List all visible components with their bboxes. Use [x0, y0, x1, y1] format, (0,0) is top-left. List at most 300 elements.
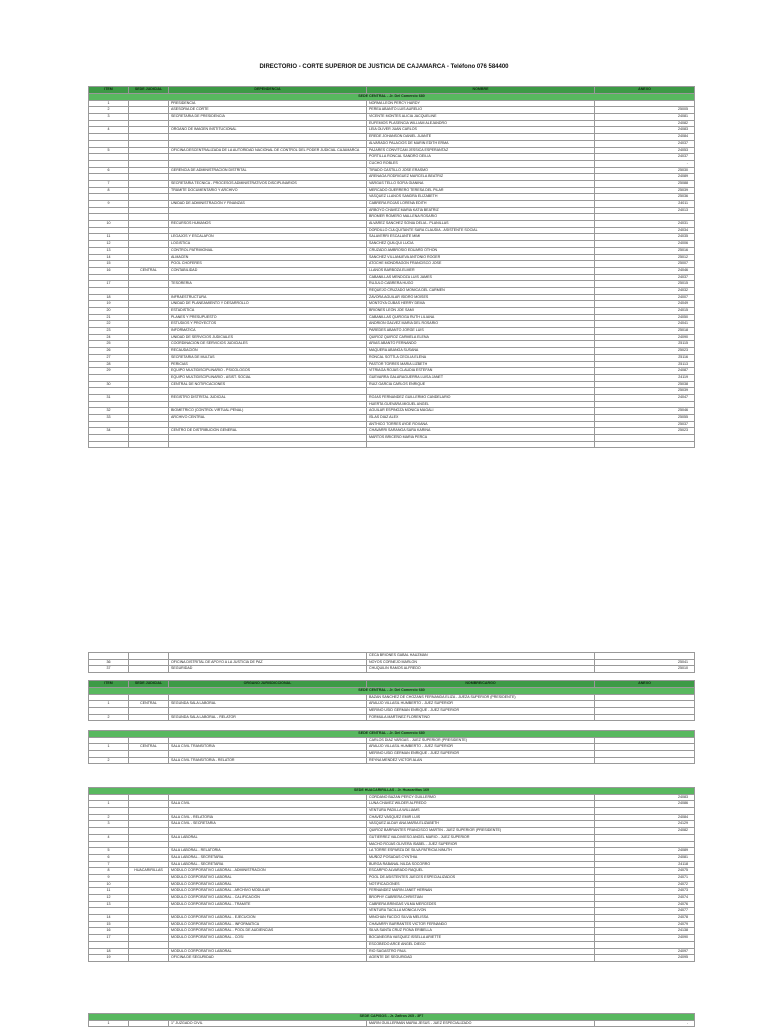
table-row — [89, 895, 695, 902]
table-row — [89, 368, 695, 375]
dependencia-cell: OFICINA DE SEGURIDAD — [169, 955, 367, 962]
nombre-cell: MACHO ROJAS OLIVERA ISABEL - JUEZ SUPERIOR — [367, 841, 595, 848]
anexo-cell: 25115 — [595, 341, 695, 348]
anexo-cell: 25015 — [595, 281, 695, 288]
dependencia-cell: SECRETARIA DE PRESIDENCIA — [169, 114, 367, 121]
anexo-cell: 25113 — [595, 361, 695, 368]
section-row — [89, 688, 695, 695]
dependencia-cell: PRESIDENCIA — [169, 100, 367, 107]
header-row — [89, 87, 695, 94]
nombre-cell: ANDRION GALVEZ MARIA DEL ROSARIO — [367, 321, 595, 328]
sede-cell — [129, 180, 169, 187]
dependencia-cell — [169, 421, 367, 428]
nombre-cell: CHAVARRY BARRANTES VICTOR FERNANDO — [367, 921, 595, 928]
nombre-cell: FERNANDEZ MARIN JANET HERNAN — [367, 888, 595, 895]
anexo-cell: 25088 — [595, 180, 695, 187]
nombre-cell: BROPHY CABRERA CHRISTIAN — [367, 895, 595, 902]
section-title: SEDE CENTRAL - Jr. Del Comercio 680 — [89, 688, 695, 695]
dependencia-cell: CENTRO DE DISTRIBUCION GENERAL — [169, 428, 367, 435]
table-row — [89, 341, 695, 348]
item-cell: 8 — [89, 868, 129, 875]
anexo-cell — [595, 841, 695, 848]
dependencia-cell — [169, 287, 367, 294]
anexo-cell: 24031 — [595, 221, 695, 228]
nombre-cell: RUIZ GARCIA CARLOS ENRIQUE — [367, 381, 595, 388]
column-header: SEDE JUDICIAL — [129, 681, 169, 688]
anexo-cell: 25023 — [595, 428, 695, 435]
nombre-cell: SANCHEZ VILLANUEVA ANTONIO ROGER — [367, 254, 595, 261]
sede-cell — [129, 428, 169, 435]
dependencia-cell: MODULO CORPORATIVO LABORAL - TRAMITE — [169, 901, 367, 908]
anexo-cell: 24049 — [595, 301, 695, 308]
column-header: ITEM — [89, 681, 129, 688]
anexo-cell — [595, 737, 695, 744]
dependencia-cell: UNIDAD DE PLANEAMIENTO Y DESARROLLO — [169, 301, 367, 308]
nombre-cell: PASTOR TORRES MARIA LIZBETH — [367, 361, 595, 368]
dependencia-cell: RECURSOS HUMANOS — [169, 221, 367, 228]
section-row — [89, 731, 695, 738]
dependencia-cell: BIOMETRICO (CONTROL VIRTUAL PENAL) — [169, 408, 367, 415]
anexo-cell: 24047 — [595, 394, 695, 401]
anexo-cell: 24086 — [595, 801, 695, 808]
sede-cell — [129, 361, 169, 368]
item-cell — [89, 653, 129, 660]
dependencia-cell — [169, 441, 367, 448]
anexo-cell: 24090 — [595, 935, 695, 942]
anexo-cell — [595, 694, 695, 701]
dependencia-cell — [169, 154, 367, 161]
dependencia-cell: OFICINA DISTRITAL DE APOYO A LA JUSTICIA DE PAZ — [169, 659, 367, 666]
anexo-cell: 24007 — [595, 294, 695, 301]
sede-cell — [129, 241, 169, 248]
dependencia-cell: SEGUNDA SALA LABORAL - RELATOR — [169, 714, 367, 721]
nombre-cell: VITRIAGA ROJAS CLAUDIA ESTEFAN — [367, 368, 595, 375]
table-row — [89, 874, 695, 881]
nombre-cell: ARBOYO CHAVEZ MARIA KATIA BEATRIZ — [367, 207, 595, 214]
table-row — [89, 100, 695, 107]
anexo-cell: 24084 — [595, 134, 695, 141]
table-row — [89, 194, 695, 201]
nombre-cell: MUÑOZ POSADAS CYNTHIA — [367, 854, 595, 861]
sede-cell — [129, 653, 169, 660]
nombre-cell: SANCHEZ QUILQUI LUCIA — [367, 241, 595, 248]
column-header: SEDE JUDICIAL — [129, 87, 169, 94]
nombre-cell: CHUQUILIN RAMOS ALFREDO — [367, 666, 595, 673]
table-row — [89, 241, 695, 248]
sede-cell — [129, 861, 169, 868]
anexo-cell — [595, 757, 695, 764]
table-row — [89, 751, 695, 758]
anexo-cell — [595, 401, 695, 408]
sede-cell: CENTRAL — [129, 744, 169, 751]
sede-cell — [129, 114, 169, 121]
dependencia-cell: RECAUDACIÓN — [169, 348, 367, 355]
nombre-cell: GUEVARRA GALARAGUERRA LUISA JANET — [367, 374, 595, 381]
item-cell: 33 — [89, 415, 129, 422]
sede-cell — [129, 274, 169, 281]
anexo-cell: 24034 — [595, 227, 695, 234]
nombre-cell: BOCANEGRA VASQUEZ ISSELLA ARIETTE — [367, 935, 595, 942]
dependencia-cell — [169, 808, 367, 815]
dependencia-cell: MODULO CORPORATIVO LABORAL — [169, 881, 367, 888]
sede-cell — [129, 334, 169, 341]
dependencia-cell — [169, 207, 367, 214]
dependencia-cell — [169, 941, 367, 948]
section-title: SEDE HUACARIRILLAS - Jr. Huacariñas 169 — [89, 788, 695, 795]
column-header: ANEXO — [595, 681, 695, 688]
dependencia-cell: TESORERIA — [169, 281, 367, 288]
sede-cell — [129, 928, 169, 935]
nombre-cell: QUIROZ QUIROZ CARMELA ELENA — [367, 334, 595, 341]
dependencia-cell: PERICIAS — [169, 361, 367, 368]
sede-cell — [129, 694, 169, 701]
table-row — [89, 659, 695, 666]
anexo-cell: 24089 — [595, 174, 695, 181]
item-cell: 34 — [89, 428, 129, 435]
anexo-cell: 24011 — [595, 201, 695, 208]
sede-cell — [129, 415, 169, 422]
anexo-cell: 25041 — [595, 659, 695, 666]
nombre-cell: ARENAGA RODRIGUEZ MARCELA BEATRIZ — [367, 174, 595, 181]
table-row — [89, 394, 695, 401]
dependencia-cell — [169, 134, 367, 141]
dependencia-cell: PLANES Y PRESUPUESTO — [169, 314, 367, 321]
nombre-cell: ZAVORA AGUILAR ISIDRO MOISES — [367, 294, 595, 301]
dependencia-cell: MODULO CORPORATIVO LABORAL — [169, 874, 367, 881]
item-cell: 11 — [89, 888, 129, 895]
anexo-cell: 24119 — [595, 374, 695, 381]
anexo-cell: 24083 — [595, 794, 695, 801]
table-row — [89, 274, 695, 281]
table-row — [89, 757, 695, 764]
sede-cell — [129, 348, 169, 355]
sede-cell — [129, 174, 169, 181]
anexo-cell: 25039 — [595, 187, 695, 194]
anexo-cell: 25012 — [595, 254, 695, 261]
anexo-cell: 25036 — [595, 194, 695, 201]
item-cell: 20 — [89, 308, 129, 315]
sede-cell — [129, 854, 169, 861]
item-cell — [89, 374, 129, 381]
item-cell: 19 — [89, 301, 129, 308]
table-row — [89, 374, 695, 381]
dependencia-cell: MODULO CORPORATIVO LABORAL — [169, 948, 367, 955]
sede-cell — [129, 247, 169, 254]
anexo-cell: 24013 — [595, 207, 695, 214]
sede-cell — [129, 848, 169, 855]
anexo-cell — [595, 714, 695, 721]
dependencia-cell: UNIDAD DE SERVICIOS JUDICIALES — [169, 334, 367, 341]
table-row — [89, 267, 695, 274]
nombre-cell: ESCARPIO ALVARADO RAQUEL — [367, 868, 595, 875]
dependencia-cell — [169, 794, 367, 801]
table-row — [89, 888, 695, 895]
anexo-cell: 24118 — [595, 861, 695, 868]
column-header: ITEM — [89, 87, 129, 94]
sede-cell — [129, 737, 169, 744]
sede-cell — [129, 834, 169, 841]
table-row — [89, 167, 695, 174]
anexo-cell: 25039 — [595, 388, 695, 395]
anexo-cell — [595, 701, 695, 708]
item-cell: 4 — [89, 834, 129, 841]
item-cell: 11 — [89, 234, 129, 241]
sede-cell — [129, 401, 169, 408]
item-cell: 18 — [89, 948, 129, 955]
dependencia-cell: COORDINACION DE SERVICIOS JUDICIALES — [169, 341, 367, 348]
item-cell: 5 — [89, 147, 129, 154]
anexo-cell: 24090 — [595, 334, 695, 341]
item-cell — [89, 120, 129, 127]
item-cell: 24 — [89, 334, 129, 341]
nombre-cell: CORDANO BAZAN PERCY GUILLERMO — [367, 794, 595, 801]
nombre-cell: HUERTA GUEVARA MIGUEL ANGEL — [367, 401, 595, 408]
table-row — [89, 737, 695, 744]
table-row — [89, 928, 695, 935]
dependencia-cell: EQUIPO MULTIDISCIPLINARIO - PSICOLOGOS — [169, 368, 367, 375]
nombre-cell: POOL DE ASISTENTES JUECES ESPECIALIZADOS — [367, 874, 595, 881]
sede-cell — [129, 140, 169, 147]
nombre-cell: MARIN GUILLERMAN MARIA JESUS - JUEZ ESPECIALIZADO — [367, 1020, 595, 1027]
sede-cell — [129, 374, 169, 381]
dependencia-cell — [169, 227, 367, 234]
item-cell: 28 — [89, 361, 129, 368]
nombre-cell: ESCOBEDO ARCE ANGEL DIEGO — [367, 941, 595, 948]
anexo-cell: 24076 — [595, 901, 695, 908]
nombre-cell: VARGAS TELLO SOFIA GIANINA — [367, 180, 595, 187]
table-row — [89, 421, 695, 428]
sede-cell — [129, 167, 169, 174]
anexo-cell: 24138 — [595, 928, 695, 935]
dependencia-cell: POOL CHOFERES — [169, 261, 367, 268]
sede-cell — [129, 214, 169, 221]
sede-cell — [129, 895, 169, 902]
section-title: SEDE CAPISOS - Jr. Zafiros 265 - 3F7 — [89, 1014, 695, 1021]
section-title: SEDE CENTRAL - Jr. Del Comercio 680 — [89, 94, 695, 101]
dependencia-cell — [169, 214, 367, 221]
dependencia-cell: SALA CIVIL TRANSITORIA - RELATOR — [169, 757, 367, 764]
nombre-cell: MERINO USID GERMAN ENRIQUE - JUEZ SUPERIOR — [367, 751, 595, 758]
nombre-cell: ARAUJO VILLASIL HUMBERTO - JUEZ SUPERIOR — [367, 701, 595, 708]
sede-cell — [129, 394, 169, 401]
nombre-cell: SALAVERRI ESCALANTE MIMI — [367, 234, 595, 241]
dependencia-cell — [169, 388, 367, 395]
item-cell: 16 — [89, 267, 129, 274]
dependencia-cell: MODULO CORPORATIVO LABORAL - POOL DE AUDIENCIAS — [169, 928, 367, 935]
item-cell — [89, 174, 129, 181]
dependencia-cell — [169, 653, 367, 660]
nombre-cell: EUFEMIOS PLASENCIA WILLIAM ALEJANDRO — [367, 120, 595, 127]
dependencia-cell: CENTRAL DE NOTIFICACIONES — [169, 381, 367, 388]
dependencia-cell: OFICINA DESCENTRALIZADA DE LA AUTORIDAD NACIONAL DE CONTROL DEL PODER JUDICIAL CAJAMARCA — [169, 147, 367, 154]
sede-cell — [129, 201, 169, 208]
item-cell: 1 — [89, 701, 129, 708]
sede-cell — [129, 708, 169, 715]
anexo-cell: 24015 — [595, 308, 695, 315]
table-row — [89, 201, 695, 208]
nombre-cell: MINCHAN FACCIO SILVIA MELISSA — [367, 915, 595, 922]
table-row — [89, 127, 695, 134]
nombre-cell: NORMA LEON PERCY HARDY — [367, 100, 595, 107]
dependencia-cell — [169, 737, 367, 744]
nombre-cell: MERCADO GUERRERO TERESA DEL PILAR — [367, 187, 595, 194]
item-cell: 25 — [89, 341, 129, 348]
item-cell: 1 — [89, 100, 129, 107]
dependencia-cell: ESTADISTICA — [169, 308, 367, 315]
item-cell — [89, 908, 129, 915]
dependencia-cell: 1° JUZGADO CIVIL — [169, 1020, 367, 1027]
anexo-cell: 24073 — [595, 888, 695, 895]
anexo-cell: 24083 — [595, 127, 695, 134]
table-row — [89, 174, 695, 181]
nombre-cell: LA TORRE ESPARZA DE SILVA PATRICIA NINUTH — [367, 848, 595, 855]
dependencia-cell: CONTABILIDAD — [169, 267, 367, 274]
sede-cell — [129, 341, 169, 348]
anexo-cell: 24041 — [595, 321, 695, 328]
jurisdictional-table-civil — [88, 730, 695, 764]
dependencia-cell — [169, 694, 367, 701]
item-cell — [89, 214, 129, 221]
sede-cell — [129, 388, 169, 395]
sede-cell — [129, 821, 169, 828]
sede-cell — [129, 794, 169, 801]
anexo-cell: 24129 — [595, 821, 695, 828]
item-cell: 22 — [89, 321, 129, 328]
sede-cell — [129, 354, 169, 361]
table-row — [89, 207, 695, 214]
dependencia-cell: SALA LABORAL — [169, 834, 367, 841]
nombre-cell: ATOCHE MONDRAGON FRANCISCO JOSE — [367, 261, 595, 268]
sede-cell — [129, 941, 169, 948]
dependencia-cell: SEGUNDA SALA LABORAL — [169, 701, 367, 708]
sede-cell — [129, 107, 169, 114]
directory-table-continued — [88, 652, 695, 673]
sede-cell — [129, 935, 169, 942]
nombre-cell: VICENTE MONTES ALICIA JACQUELINE — [367, 114, 595, 121]
item-cell: 12 — [89, 241, 129, 248]
table-row — [89, 834, 695, 841]
table-row — [89, 901, 695, 908]
item-cell: 7 — [89, 180, 129, 187]
item-cell: 7 — [89, 861, 129, 868]
table-row — [89, 287, 695, 294]
dependencia-cell: REGISTRO DISTRITAL JUDICIAL — [169, 394, 367, 401]
table-row — [89, 254, 695, 261]
item-cell: 37 — [89, 666, 129, 673]
sede-cell: CENTRAL — [129, 267, 169, 274]
sede-cell — [129, 194, 169, 201]
sede-cell — [129, 328, 169, 335]
column-header: ORGANO JURISDICCIONAL — [169, 681, 367, 688]
nombre-cell: CHAVARRI SARANGA SARA KARINA — [367, 428, 595, 435]
dependencia-cell: UNIDAD DE ADMINISTRACIÓN Y FINANZAS — [169, 201, 367, 208]
sede-cell — [129, 841, 169, 848]
sede-cell — [129, 915, 169, 922]
table-row — [89, 388, 695, 395]
item-cell: 3 — [89, 114, 129, 121]
table-row — [89, 415, 695, 422]
item-cell — [89, 794, 129, 801]
table-row — [89, 955, 695, 962]
table-row — [89, 354, 695, 361]
table-row — [89, 147, 695, 154]
table-row — [89, 841, 695, 848]
dependencia-cell: MODULO CORPORATIVO LABORAL - EJECUCION — [169, 915, 367, 922]
item-cell — [89, 808, 129, 815]
anexo-cell — [595, 214, 695, 221]
nombre-cell: FORMULA MARTINEZ FLORENTINO — [367, 714, 595, 721]
sede-cell — [129, 100, 169, 107]
nombre-cell: ANTHICO TORRES AYDE ROXANA — [367, 421, 595, 428]
item-cell — [89, 274, 129, 281]
table-row — [89, 714, 695, 721]
anexo-cell — [595, 100, 695, 107]
anexo-cell: 24084 — [595, 814, 695, 821]
nombre-cell: AGENTE DE SEGURIDAD — [367, 955, 595, 962]
item-cell — [89, 421, 129, 428]
nombre-cell: CABANILLAS MENDOZA LUIS JAMES — [367, 274, 595, 281]
nombre-cell: CUCHO ROBLES — [367, 160, 595, 167]
table-row — [89, 308, 695, 315]
table-row — [89, 935, 695, 942]
sede-cell — [129, 187, 169, 194]
table-row — [89, 281, 695, 288]
section-row — [89, 1014, 695, 1021]
sede-cell — [129, 207, 169, 214]
sede-cell — [129, 160, 169, 167]
table-row — [89, 854, 695, 861]
item-cell: 6 — [89, 854, 129, 861]
anexo-cell: 24087 — [595, 368, 695, 375]
anexo-cell: 24053 — [595, 147, 695, 154]
anexo-cell — [595, 708, 695, 715]
table-row — [89, 708, 695, 715]
item-cell: 14 — [89, 915, 129, 922]
item-cell: 17 — [89, 281, 129, 288]
anexo-cell: 24046 — [595, 267, 695, 274]
nombre-cell: MARTOS BRICEÑO MARIA PERCA — [367, 435, 595, 442]
table-row — [89, 941, 695, 948]
nombre-cell: MONTOYA CUBAS HERRY DEMA — [367, 301, 595, 308]
anexo-cell: 25030 — [595, 167, 695, 174]
nombre-cell: PAREDES ABANTO JORGE LUIS — [367, 328, 595, 335]
item-cell: 16 — [89, 928, 129, 935]
table-row — [89, 881, 695, 888]
table-row — [89, 861, 695, 868]
nombre-cell: CABANILLAS QUIROGA RUTH LILIANA — [367, 314, 595, 321]
sede-cell — [129, 901, 169, 908]
anexo-cell: 24077 — [595, 908, 695, 915]
sede-cell — [129, 921, 169, 928]
dependencia-cell — [169, 120, 367, 127]
anexo-cell: 24079 — [595, 921, 695, 928]
nombre-cell: VENTURA PADILLA WILLIAMS — [367, 808, 595, 815]
item-cell: 15 — [89, 921, 129, 928]
table-row — [89, 180, 695, 187]
nombre-cell: TIRADO CASTILLO JOSE ERASMO — [367, 167, 595, 174]
item-cell: 1 — [89, 1020, 129, 1027]
dependencia-cell: SECRETARIA TECNICA - PROCESOS ADMINISTRATIVOS DISCIPLINARIOS — [169, 180, 367, 187]
table-row — [89, 361, 695, 368]
table-row — [89, 701, 695, 708]
nombre-cell: VENTURA TACILLA MONICA IVON — [367, 908, 595, 915]
sede-cell — [129, 134, 169, 141]
dependencia-cell — [169, 174, 367, 181]
header-row — [89, 681, 695, 688]
table-row — [89, 808, 695, 815]
nombre-cell: LUNA CHAVEZ WILDER ALFREDO — [367, 801, 595, 808]
nombre-cell: LLANOS BARBOZA ELMER — [367, 267, 595, 274]
